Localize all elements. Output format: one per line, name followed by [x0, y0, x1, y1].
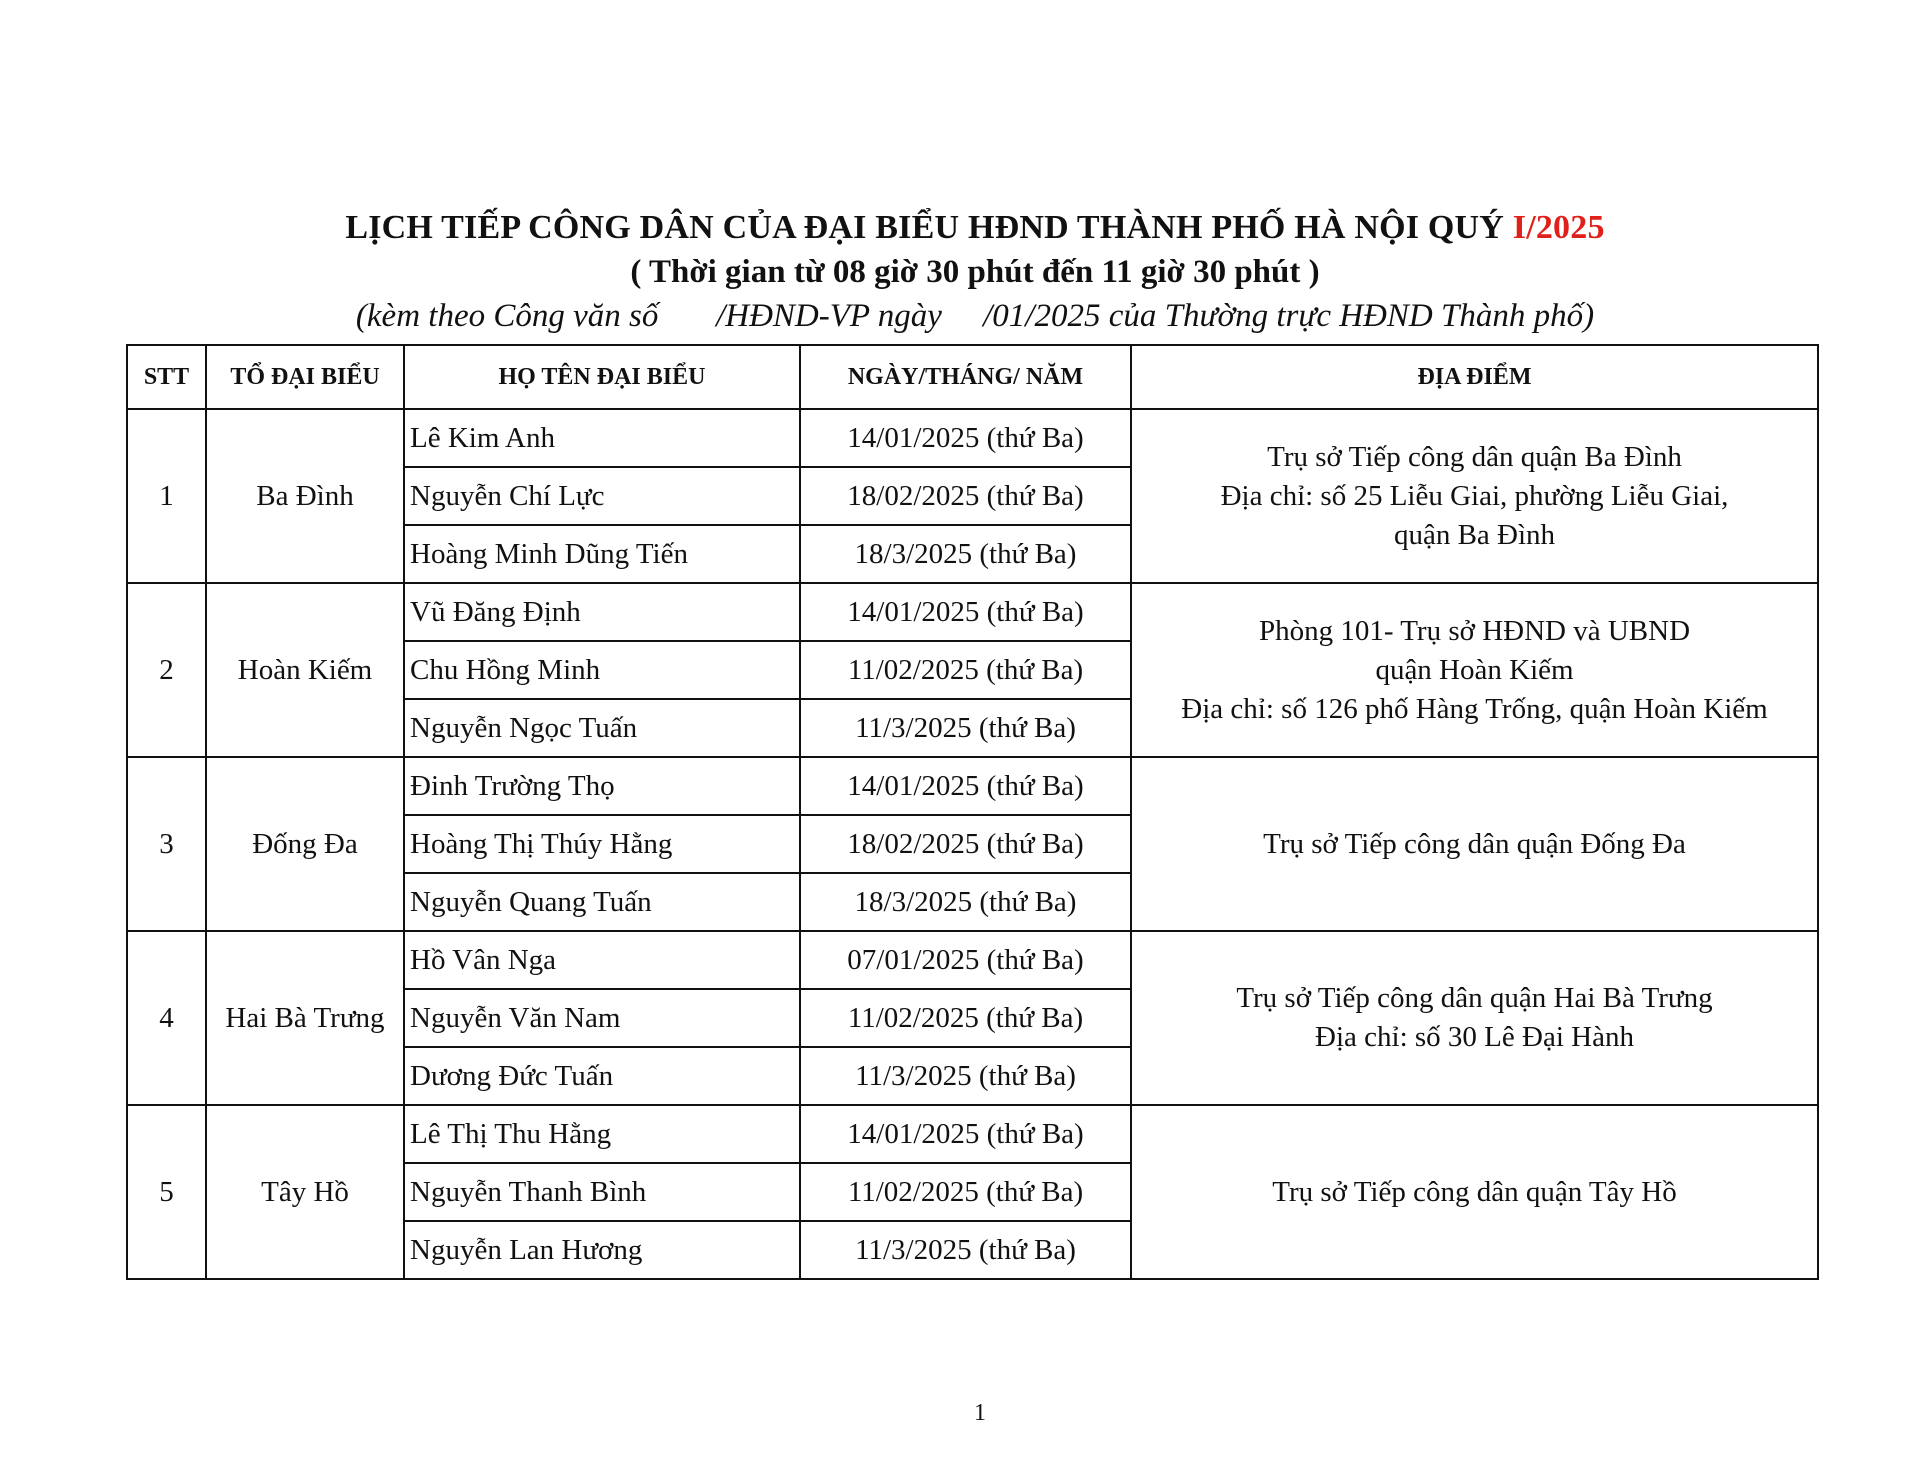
date-cell: 07/01/2025 (thứ Ba): [800, 931, 1131, 989]
delegate-name-cell: Hồ Vân Nga: [404, 931, 800, 989]
delegate-name-cell: Nguyễn Lan Hương: [404, 1221, 800, 1279]
location-line: Trụ sở Tiếp công dân quận Đống Đa: [1263, 827, 1686, 860]
date-cell: 11/02/2025 (thứ Ba): [800, 641, 1131, 699]
delegate-name-cell: Nguyễn Ngọc Tuấn: [404, 699, 800, 757]
date-cell: 14/01/2025 (thứ Ba): [800, 583, 1131, 641]
group-cell: Tây Hồ: [206, 1105, 404, 1279]
date-cell: 14/01/2025 (thứ Ba): [800, 1105, 1131, 1163]
delegate-name-cell: Nguyễn Thanh Bình: [404, 1163, 800, 1221]
delegate-name-cell: Chu Hồng Minh: [404, 641, 800, 699]
schedule-table: [126, 344, 1819, 1280]
group-cell: Đống Đa: [206, 757, 404, 931]
header-name: HỌ TÊN ĐẠI BIỂU: [404, 345, 800, 409]
group-cell: Hai Bà Trưng: [206, 931, 404, 1105]
delegate-name-cell: Hoàng Thị Thúy Hằng: [404, 815, 800, 873]
location-line: Trụ sở Tiếp công dân quận Tây Hồ: [1272, 1175, 1677, 1208]
delegate-name-cell: Dương Đức Tuấn: [404, 1047, 800, 1105]
location-cell: [1131, 409, 1818, 583]
location-line: Địa chỉ: số 30 Lê Đại Hành: [1315, 1021, 1634, 1053]
date-cell: 11/02/2025 (thứ Ba): [800, 1163, 1131, 1221]
location-line: Trụ sở Tiếp công dân quận Ba Đình: [1267, 440, 1682, 473]
date-cell: 11/3/2025 (thứ Ba): [800, 1221, 1131, 1279]
delegate-name-cell: Nguyễn Văn Nam: [404, 989, 800, 1047]
delegate-name-cell: Vũ Đăng Định: [404, 583, 800, 641]
document-subtitle: ( Thời gian từ 08 giờ 30 phút đến 11 giờ 30 phút ): [630, 254, 1320, 290]
stt-cell: 5: [127, 1105, 206, 1279]
stt-cell: 2: [127, 583, 206, 757]
date-cell: 11/02/2025 (thứ Ba): [800, 989, 1131, 1047]
location-cell: [1131, 757, 1818, 931]
location-line: Phòng 101- Trụ sở HĐND và UBND: [1258, 614, 1691, 647]
delegate-name-cell: Đinh Trường Thọ: [404, 757, 800, 815]
table-header-row: [127, 345, 1818, 409]
stt-cell: 1: [127, 409, 206, 583]
document-title: [0, 208, 1920, 248]
reference-line: (kèm theo Công văn số /HĐND-VP ngày /01/2025 của Thường trực HĐND Thành phố): [355, 298, 1595, 334]
group-cell: Hoàn Kiếm: [206, 583, 404, 757]
table-row: [127, 931, 1818, 989]
delegate-name-cell: Lê Thị Thu Hằng: [404, 1105, 800, 1163]
date-cell: 18/02/2025 (thứ Ba): [800, 815, 1131, 873]
title-main-text: LỊCH TIẾP CÔNG DÂN CỦA ĐẠI BIỂU HĐND THÀNH PHỐ HÀ NỘI QUÝ: [345, 209, 1513, 246]
date-cell: 14/01/2025 (thứ Ba): [800, 757, 1131, 815]
title-quarter-text: I/2025: [1512, 209, 1605, 246]
table-row: [127, 1105, 1818, 1163]
stt-cell: 4: [127, 931, 206, 1105]
table-row: [127, 409, 1818, 467]
header-group: TỔ ĐẠI BIỂU: [206, 345, 404, 409]
location-cell: [1131, 931, 1818, 1105]
location-line: Địa chỉ: số 25 Liễu Giai, phường Liễu Giai,: [1220, 479, 1729, 512]
date-cell: 18/3/2025 (thứ Ba): [800, 525, 1131, 583]
header-stt: STT: [127, 345, 206, 409]
location-line: Trụ sở Tiếp công dân quận Hai Bà Trưng: [1236, 982, 1713, 1014]
header-location: ĐỊA ĐIỂM: [1131, 345, 1818, 409]
stt-cell: 3: [127, 757, 206, 931]
date-cell: 11/3/2025 (thứ Ba): [800, 699, 1131, 757]
date-cell: 14/01/2025 (thứ Ba): [800, 409, 1131, 467]
table-row: [127, 583, 1818, 641]
delegate-name-cell: Hoàng Minh Dũng Tiến: [404, 525, 800, 583]
date-cell: 11/3/2025 (thứ Ba): [800, 1047, 1131, 1105]
delegate-name-cell: Lê Kim Anh: [404, 409, 800, 467]
location-line: quận Ba Đình: [1393, 518, 1556, 551]
location-cell: [1131, 583, 1818, 757]
date-cell: 18/3/2025 (thứ Ba): [800, 873, 1131, 931]
table-row: [127, 757, 1818, 815]
location-line: Địa chỉ: số 126 phố Hàng Trống, quận Hoàn Kiếm: [1181, 692, 1768, 725]
group-cell: Ba Đình: [206, 409, 404, 583]
delegate-name-cell: Nguyễn Chí Lực: [404, 467, 800, 525]
location-line: quận Hoàn Kiếm: [1375, 653, 1574, 686]
page-number: 1: [974, 1400, 986, 1426]
date-cell: 18/02/2025 (thứ Ba): [800, 467, 1131, 525]
location-cell: [1131, 1105, 1818, 1279]
header-date: NGÀY/THÁNG/ NĂM: [800, 345, 1131, 409]
delegate-name-cell: Nguyễn Quang Tuấn: [404, 873, 800, 931]
